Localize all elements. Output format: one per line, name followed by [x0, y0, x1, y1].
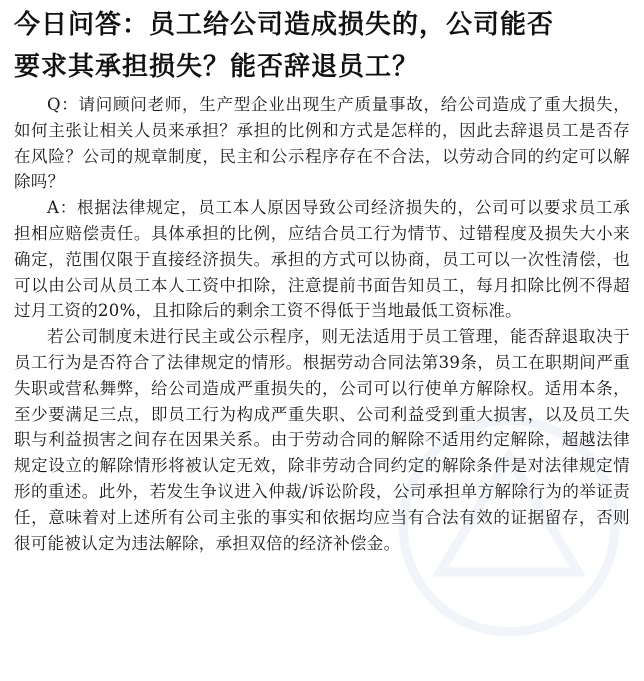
article-body	[14, 92, 630, 556]
article-title-line-1: 今日问答：员工给公司造成损失的，公司能否	[14, 10, 555, 40]
answer-paragraph: A：根据法律规定，员工本人原因导致公司经济损失的，公司可以要求员工承担相应赔偿责任。具体承担的比例，应结合员工行为情节、过错程度及损失大小来确定，范围仅限于直接经济损失。承担的方式可以协商，员工可以一次性清偿，也可以由公司从员工本人工资中扣除，注意提前书面告知员工，每月扣除比例不得超过月工资的20%，且扣除后的剩余工资不得低于当地最低工资标准。	[14, 198, 630, 321]
question-paragraph: Q：请问顾问老师，生产型企业出现生产质量事故，给公司造成了重大损失，如何主张让相关人员来承担？承担的比例和方式是怎样的，因此去辞退员工是否存在风险？公司的规章制度，民主和公示程序存在不合法，以劳动合同的约定可以解除吗？	[14, 95, 630, 192]
article-title-line-2: 要求其承担损失？能否辞退员工？	[14, 52, 420, 82]
dismissal-paragraph: 若公司制度未进行民主或公示程序，则无法适用于员工管理，能否辞退取决于员工行为是否符合了法律规定的情形。根据劳动合同法第39条，员工在职期间严重失职或营私舞弊，给公司造成严重损失的，公司可以行使单方解除权。适用本条，至少要满足三点，即员工行为构成严重失职、公司利益受到重大损害，以及员工失职与利益损害之间存在因果关系。由于劳动合同的解除不适用约定解除，超越法律规定设立的解除情形将被认定无效，除非劳动合同约定的解除条件是对法律规定情形的重述。此外，若发生争议进入仲裁/诉讼阶段，公司承担单方解除行为的举证责任，意味着对上述所有公司主张的事实和依据均应当有合法有效的证据留存，否则很可能被认定为违法解除，承担双倍的经济补偿金。	[14, 327, 630, 553]
article-title	[14, 4, 634, 88]
